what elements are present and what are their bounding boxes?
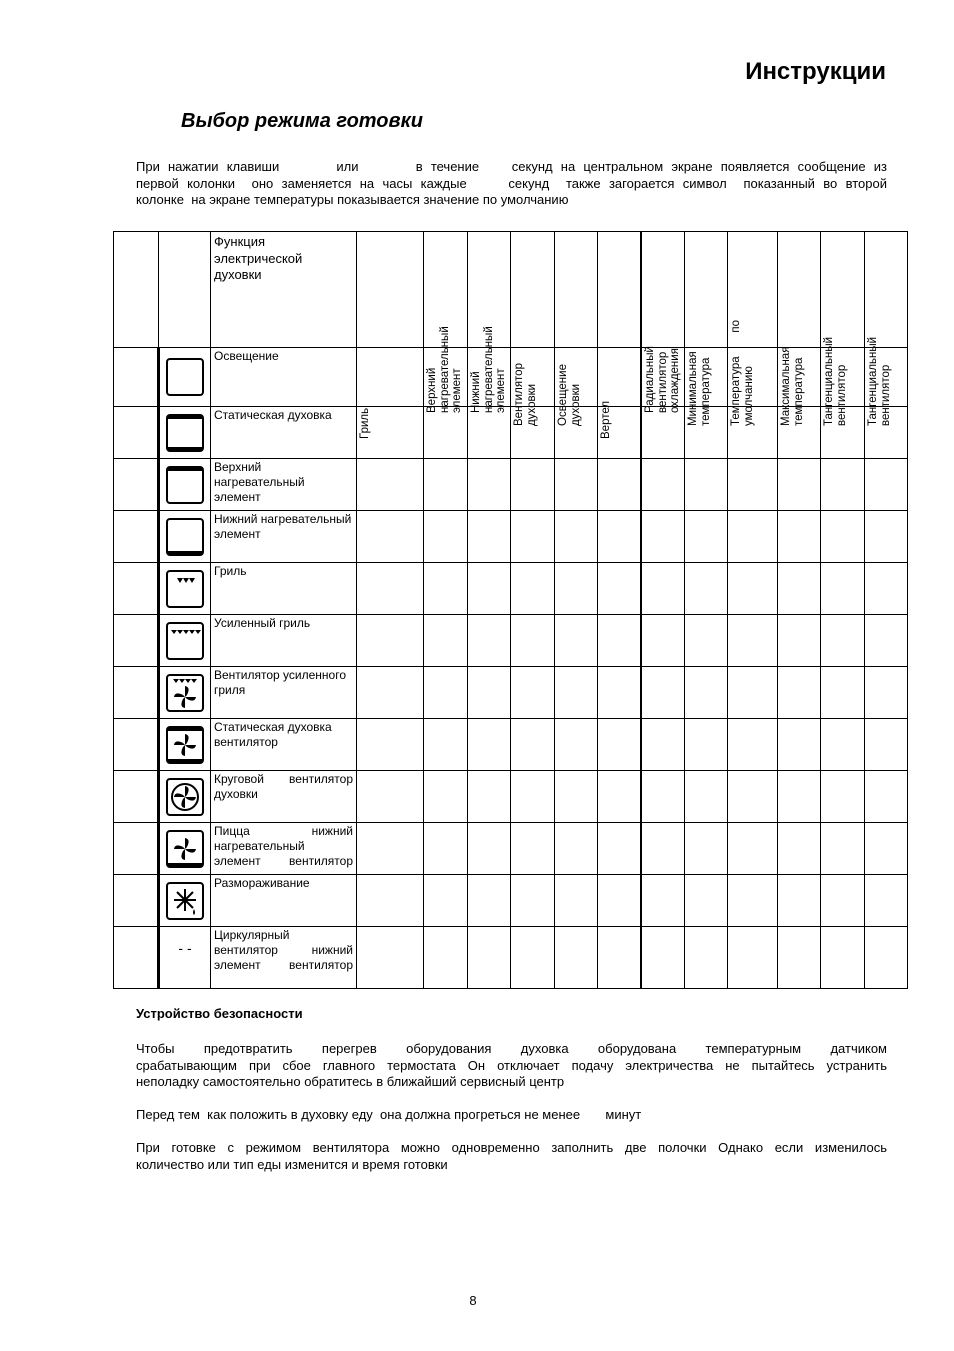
mode-cell: [468, 927, 511, 989]
safety-heading: Устройство безопасности: [136, 1006, 303, 1021]
mode-cell: [865, 563, 908, 615]
mode-name: Верхний нагревательный элемент: [211, 459, 357, 511]
col-header-label: Максимальная температура: [780, 346, 805, 426]
mode-cell: [468, 823, 511, 875]
mode-cell: [598, 459, 641, 511]
cooking-modes-table: [113, 231, 908, 989]
mode-name: Гриль: [211, 563, 357, 615]
row-icon-cell: [159, 511, 211, 563]
mode-cell: [468, 667, 511, 719]
mode-name: Нижний нагревательный элемент: [211, 511, 357, 563]
mode-cell: [424, 459, 468, 511]
mode-cell: [821, 511, 865, 563]
intro-line-2: первой колонки оно заменяется на часы каждые секунд также загорается символ показанный во второй: [136, 175, 887, 191]
mode-name: Размораживание: [211, 875, 357, 927]
mode-cell: [865, 615, 908, 667]
mode-cell: [424, 407, 468, 459]
mode-cell: [865, 667, 908, 719]
mode-cell: [598, 719, 641, 771]
mode-cell: [685, 459, 728, 511]
mode-name: Усиленный гриль: [211, 615, 357, 667]
mode-cell: [555, 511, 598, 563]
col-header-label: Освещение духовки: [557, 364, 582, 426]
mode-name: Циркулярный вентилятор нижний элемент вентилятор: [211, 927, 357, 989]
col-header-label: Минимальная температура: [687, 351, 712, 426]
mode-cell: [555, 771, 598, 823]
mode-cell: [685, 563, 728, 615]
mode-cell: [778, 927, 821, 989]
col-header-label: Нижний нагревательный элемент: [470, 326, 507, 413]
mode-cell: [598, 823, 641, 875]
mode-cell: [357, 823, 424, 875]
row-icon-cell: [159, 459, 211, 511]
mode-cell: [357, 511, 424, 563]
static-oven-icon: [160, 413, 210, 453]
mode-cell: [598, 771, 641, 823]
table-row: [114, 615, 908, 667]
mode-cell: [728, 875, 778, 927]
mode-cell: [685, 771, 728, 823]
mode-cell: [511, 719, 555, 771]
double-grill-icon: [160, 621, 210, 661]
safety-line-2: срабатывающим при сбое главного термостата Он отключает подачу электричества не пытайтесь устранить: [136, 1057, 887, 1073]
mode-cell: [821, 771, 865, 823]
col-header-label: Тангенциальный вентилятор: [823, 336, 848, 426]
row-icon-cell: [159, 771, 211, 823]
mode-cell: [865, 771, 908, 823]
mode-cell: [778, 771, 821, 823]
col-header-label: Гриль: [359, 407, 371, 439]
row-empty-cell: [114, 771, 159, 823]
mode-cell: [555, 459, 598, 511]
col-header-label: Радиальный вентилятор охлаждения: [643, 346, 681, 413]
mode-cell: [598, 927, 641, 989]
preheat-paragraph: Перед тем как положить в духовку еду она должна прогреться не менее минут: [136, 1107, 642, 1122]
mode-cell: [511, 927, 555, 989]
mode-cell: [555, 615, 598, 667]
mode-cell: [821, 563, 865, 615]
table-row: [114, 927, 908, 989]
mode-cell: [511, 563, 555, 615]
mode-cell: [357, 459, 424, 511]
mode-cell: [778, 511, 821, 563]
table-row: [114, 823, 908, 875]
row-icon-cell: [159, 563, 211, 615]
mode-name: Статическая духовка: [211, 407, 357, 459]
mode-cell: [641, 719, 685, 771]
mode-cell: [821, 823, 865, 875]
mode-cell: [424, 823, 468, 875]
mode-cell: [468, 875, 511, 927]
mode-cell: [728, 667, 778, 719]
mode-cell: [555, 563, 598, 615]
mode-cell: [357, 667, 424, 719]
mode-cell: [357, 875, 424, 927]
circular-fan-icon: [160, 777, 210, 817]
mode-cell: [357, 615, 424, 667]
mode-cell: [865, 927, 908, 989]
mode-name: Статическая духовка вентилятор: [211, 719, 357, 771]
mode-cell: [778, 667, 821, 719]
col-header-label: Вертел: [600, 400, 612, 439]
mode-cell: [468, 771, 511, 823]
mode-cell: [468, 407, 511, 459]
mode-cell: [357, 927, 424, 989]
mode-name: Вентилятор усиленного гриля: [211, 667, 357, 719]
mode-cell: [821, 667, 865, 719]
mode-cell: [728, 927, 778, 989]
col-header-8: [728, 232, 778, 426]
mode-cell: [821, 875, 865, 927]
section-title: Выбор режима готовки: [181, 110, 423, 132]
mode-cell: [555, 927, 598, 989]
mode-cell: [641, 459, 685, 511]
fan-mode-paragraph: [136, 1140, 887, 1173]
mode-cell: [685, 615, 728, 667]
safety-line-1: Чтобы предотвратить перегрев оборудования духовка оборудована температурным датчиком: [136, 1041, 887, 1056]
mode-cell: [778, 563, 821, 615]
row-icon-cell: [159, 615, 211, 667]
row-empty-cell: [114, 875, 159, 927]
mode-cell: [424, 615, 468, 667]
mode-cell: [511, 511, 555, 563]
mode-cell: [424, 771, 468, 823]
fan-line-1: При готовке с режимом вентилятора можно одновременно заполнить две полочки Однако если изменилось: [136, 1140, 887, 1155]
col-header-11: [865, 232, 908, 426]
mode-name: Круговой вентилятор духовки: [211, 771, 357, 823]
mode-cell: [865, 823, 908, 875]
table-row: [114, 459, 908, 511]
mode-cell: [641, 615, 685, 667]
mode-cell: [685, 719, 728, 771]
mode-cell: [685, 823, 728, 875]
mode-cell: [778, 459, 821, 511]
mode-cell: [468, 563, 511, 615]
mode-cell: [821, 459, 865, 511]
mode-cell: [821, 719, 865, 771]
mode-cell: [555, 823, 598, 875]
mode-cell: [468, 459, 511, 511]
mode-cell: [778, 615, 821, 667]
mode-cell: [865, 719, 908, 771]
mode-cell: [685, 875, 728, 927]
col-header-label: Верхний нагревательный элемент: [426, 326, 463, 413]
mode-cell: [468, 511, 511, 563]
mode-cell: [641, 511, 685, 563]
mode-cell: [511, 667, 555, 719]
row-empty-cell: [114, 407, 159, 459]
col-header-label: Тангенциальный вентилятор: [867, 336, 892, 426]
mode-cell: [865, 459, 908, 511]
mode-cell: [865, 875, 908, 927]
mode-cell: [641, 927, 685, 989]
mode-cell: [685, 667, 728, 719]
row-empty-cell: [114, 615, 159, 667]
mode-cell: [424, 563, 468, 615]
defrost-icon: [160, 881, 210, 921]
table-body: [114, 348, 908, 989]
mode-cell: [511, 875, 555, 927]
col-header-4: [555, 232, 598, 426]
mode-name: Пицца нижний нагревательный элемент вентилятор: [211, 823, 357, 875]
mode-cell: [511, 823, 555, 875]
mode-cell: [468, 615, 511, 667]
fan-static-oven-icon: [160, 725, 210, 765]
mode-cell: [778, 823, 821, 875]
table-row: [114, 667, 908, 719]
row-icon-cell: [159, 823, 211, 875]
mode-cell: [424, 719, 468, 771]
mode-cell: [641, 771, 685, 823]
col-header-1: [424, 232, 468, 413]
mode-cell: [641, 563, 685, 615]
row-empty-cell: [114, 719, 159, 771]
col-header-5: [598, 232, 641, 439]
mode-cell: [555, 875, 598, 927]
table-row: [114, 719, 908, 771]
col-header-0: [357, 232, 424, 439]
top-heating-element-icon: [160, 465, 210, 505]
mode-cell: [865, 511, 908, 563]
page-number: 8: [469, 1293, 477, 1308]
mode-cell: [641, 407, 685, 459]
mode-cell: [685, 927, 728, 989]
intro-paragraph: [136, 159, 887, 209]
col-header-3: [511, 232, 555, 426]
header-icon-cell: [159, 232, 211, 348]
mode-cell: [598, 615, 641, 667]
row-empty-cell: [114, 667, 159, 719]
row-icon-cell: [159, 407, 211, 459]
row-empty-cell: [114, 927, 159, 989]
mode-cell: [511, 459, 555, 511]
mode-cell: [728, 563, 778, 615]
safety-line-3: неполадку самостоятельно обратитесь в ближайший сервисный центр: [136, 1074, 565, 1089]
mode-cell: [424, 927, 468, 989]
table-row: [114, 511, 908, 563]
row-icon-cell: [159, 927, 211, 989]
mode-cell: [728, 719, 778, 771]
mode-cell: [555, 667, 598, 719]
row-empty-cell: [114, 348, 159, 407]
pizza-fan-icon: [160, 829, 210, 869]
header-empty-cell: [114, 232, 159, 348]
mode-cell: [468, 719, 511, 771]
mode-cell: [728, 771, 778, 823]
mode-cell: [821, 927, 865, 989]
row-empty-cell: [114, 823, 159, 875]
table-row: [114, 875, 908, 927]
mode-cell: [821, 615, 865, 667]
mode-cell: [728, 459, 778, 511]
intro-line-1: При нажатии клавиши или в течение секунд на центральном экране появляется сообщение из: [136, 159, 887, 174]
oven-light-icon: [160, 357, 210, 397]
mode-cell: [424, 511, 468, 563]
mode-cell: [728, 615, 778, 667]
dash-icon: - -: [178, 939, 192, 956]
row-empty-cell: [114, 563, 159, 615]
row-icon-cell: [159, 719, 211, 771]
mode-cell: [424, 875, 468, 927]
mode-cell: [511, 771, 555, 823]
function-header: Функция электрической духовки: [211, 232, 357, 348]
page-title: Инструкции: [745, 58, 886, 85]
mode-cell: [778, 719, 821, 771]
mode-name: Освещение: [211, 348, 357, 407]
mode-cell: [641, 875, 685, 927]
row-icon-cell: [159, 348, 211, 407]
col-header-7: [685, 232, 728, 426]
safety-paragraph: [136, 1041, 887, 1091]
row-empty-cell: [114, 511, 159, 563]
mode-cell: [728, 511, 778, 563]
col-header-2: [468, 232, 511, 413]
col-header-label: Температура по умолчанию: [730, 320, 755, 426]
grill-icon: [160, 569, 210, 609]
mode-cell: [357, 771, 424, 823]
mode-cell: [357, 563, 424, 615]
mode-cell: [424, 667, 468, 719]
mode-cell: [598, 511, 641, 563]
mode-cell: [511, 615, 555, 667]
mode-cell: [778, 875, 821, 927]
mode-cell: [598, 875, 641, 927]
mode-cell: [685, 511, 728, 563]
table-row: [114, 771, 908, 823]
fan-line-2: количество или тип еды изменится и время готовки: [136, 1156, 448, 1172]
fan-grill-icon: [160, 673, 210, 713]
mode-cell: [357, 719, 424, 771]
mode-cell: [728, 823, 778, 875]
intro-line-3: колонке на экране температуры показывается значение по умолчанию: [136, 192, 569, 207]
col-header-6: [641, 232, 685, 413]
row-icon-cell: [159, 875, 211, 927]
mode-cell: [641, 667, 685, 719]
mode-cell: [598, 563, 641, 615]
table-header-row: [114, 232, 908, 348]
row-empty-cell: [114, 459, 159, 511]
mode-cell: [598, 667, 641, 719]
bottom-heating-element-icon: [160, 517, 210, 557]
mode-cell: [555, 719, 598, 771]
table-row: [114, 563, 908, 615]
col-header-label: Вентилятор духовки: [513, 363, 538, 426]
col-header-9: [778, 232, 821, 426]
col-header-10: [821, 232, 865, 426]
mode-cell: [641, 823, 685, 875]
row-icon-cell: [159, 667, 211, 719]
